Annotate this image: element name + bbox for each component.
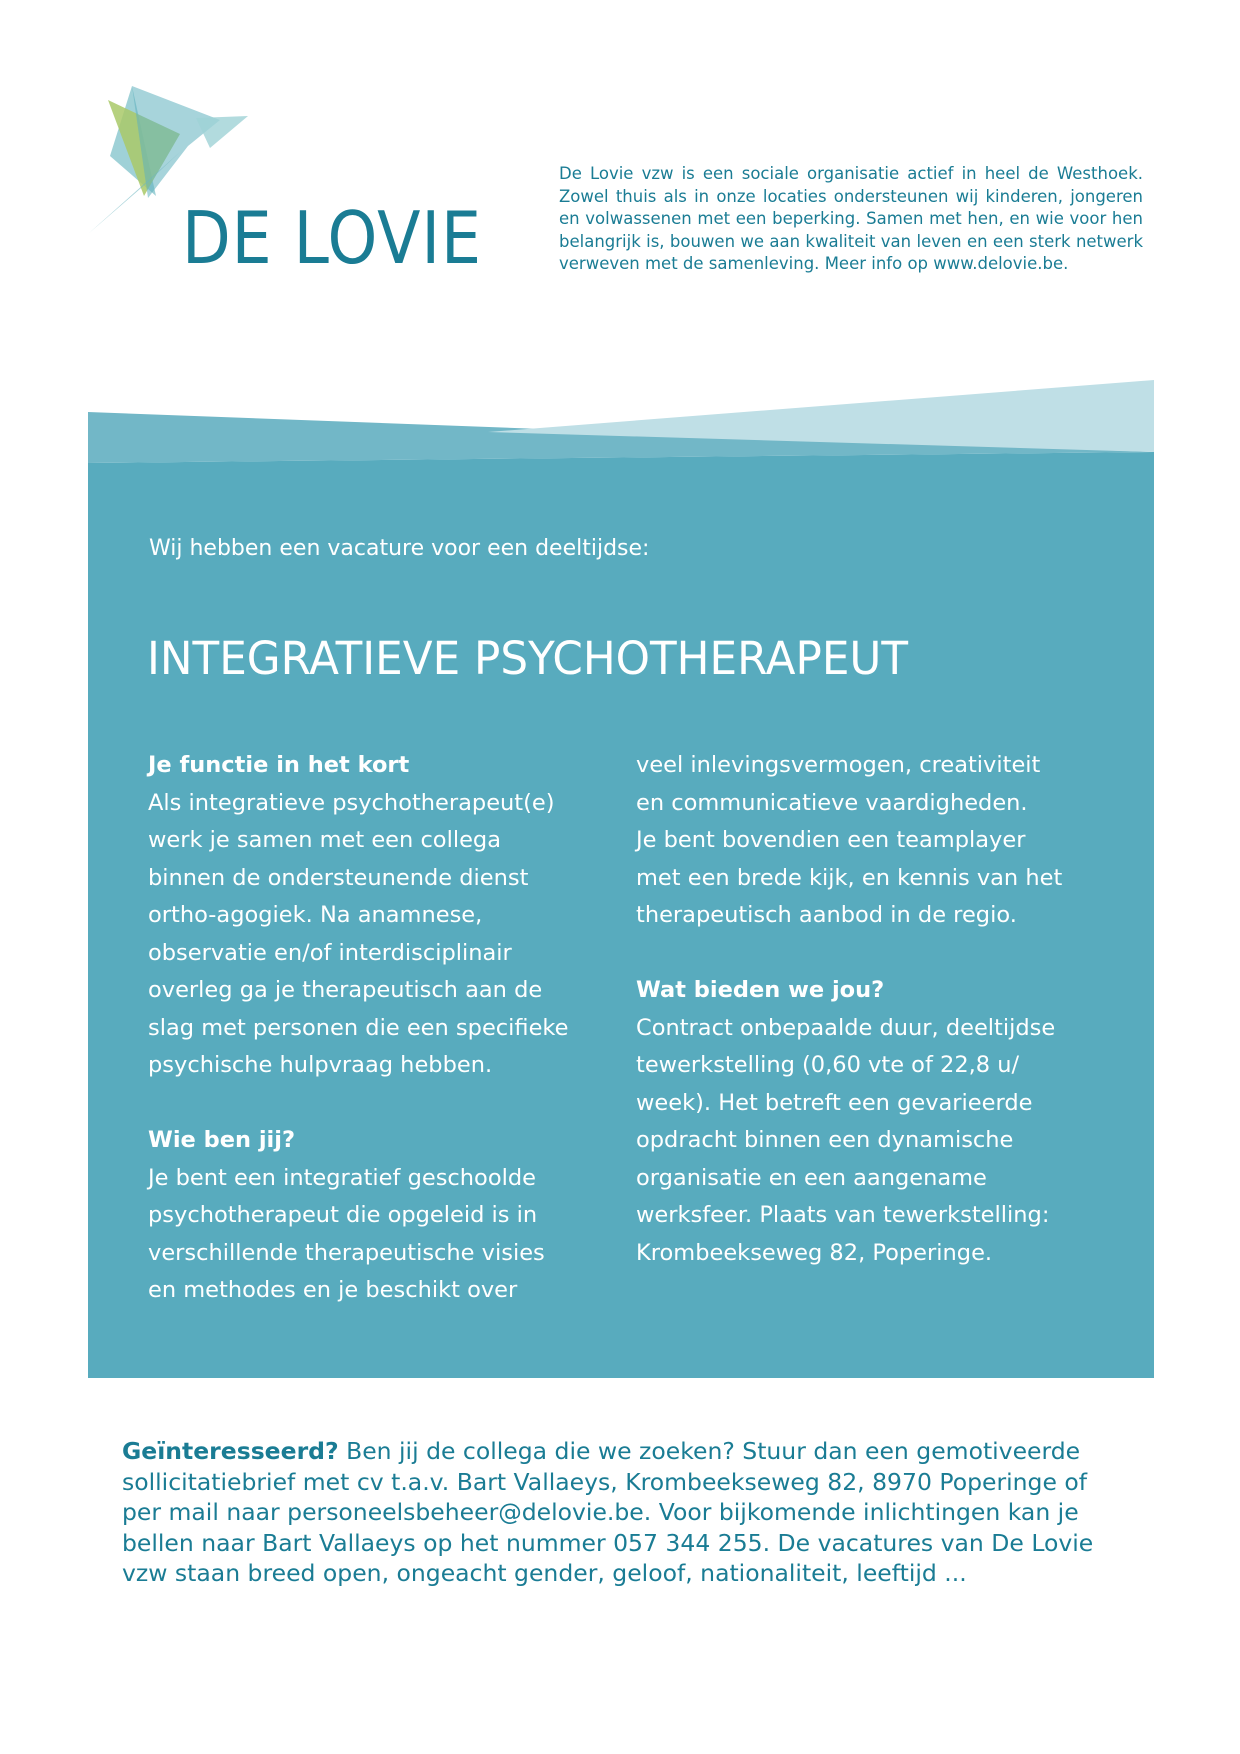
offer-line: opdracht binnen een dynamische [636,1127,1014,1153]
who-line: psychotherapeut die opgeleid is in [148,1202,538,1228]
contact-line: per mail naar personeelsbeheer@delovie.be. Voor bijkomende inlichtingen kan je [122,1498,1079,1526]
who-line: en methodes en je beschikt over [148,1277,518,1303]
right-column [636,747,1062,1272]
intro-line: Meer info op www.delovie.be. [824,254,1069,273]
contact-line: bellen naar Bart Vallaeys op het nummer 057 344 255. De vacatures van De Lovie [122,1528,1094,1557]
who-line: met een brede kijk, en kennis van het [636,864,1063,891]
function-line: overleg ga je therapeutisch aan de [148,977,543,1003]
function-line: observatie en/of interdisciplinair [148,939,512,966]
who-heading: Wie ben jij? [148,1127,296,1153]
offer-line: Contract onbepaalde duur, deeltijdse [636,1014,1056,1041]
function-line: werk je samen met een collega [148,827,501,853]
function-line: psychische hulpvraag hebben. [148,1052,493,1078]
function-line: slag met personen die een specifieke [148,1014,569,1041]
offer-line: organisatie en een aangename [636,1164,987,1191]
who-line: therapeutisch aanbod in de regio. [636,902,1017,928]
function-line: binnen de ondersteunende dienst [148,864,529,891]
logo-wordmark: DE LOVIE [182,196,482,280]
offer-line: Krombeekseweg 82, Poperinge. [636,1239,993,1266]
who-line: Je bent bovendien een teamplayer [636,827,1026,853]
function-heading: Je functie in het kort [148,752,410,778]
interested-lead: Geïnteresseerd? [122,1437,339,1465]
who-line: veel inlevingsvermogen, creativiteit [636,752,1041,778]
intro-line: kinderen, jongeren en volwassenen met een beperking. Samen [559,186,1143,228]
function-line: Als integratieve psychotherapeut(e) [148,789,555,816]
who-line: en communicatieve vaardigheden. [636,789,1028,816]
left-column [148,747,569,1310]
intro-line: Westhoek. Zowel thuis als in onze locaties ondersteunen wij [559,164,1143,206]
contact-line: vzw staan breed open, ongeacht gender, geloof, nationaliteit, leeftijd ... [122,1559,967,1587]
intro-paragraph [559,163,1143,276]
who-line: Je bent een integratief geschoolde [148,1164,536,1191]
offer-line: tewerkstelling (0,60 vte of 22,8 u/ [636,1052,1020,1078]
contact-line: sollicitatiebrief met cv t.a.v. Bart Vallaeys, Krombeekseweg 82, 8970 Poperinge of [122,1467,1088,1496]
offer-line: week). Het betreft een gevarieerde [636,1089,1033,1116]
function-line: ortho-agogiek. Na anamnese, [148,902,483,928]
vacancy-tagline: Wij hebben een vacature voor een deeltijdse: [149,536,650,561]
offer-line: werksfeer. Plaats van tewerkstelling: [636,1202,1050,1228]
who-line: verschillende therapeutische visies [148,1239,545,1266]
contact-paragraph [122,1436,1122,1589]
intro-line: De Lovie vzw is een sociale organisatie actief in heel de [559,164,1049,183]
offer-heading: Wat bieden we jou? [636,977,885,1003]
contact-line: Ben jij de collega die we zoeken? Stuur dan een gemotiveerde [338,1437,1081,1465]
job-title: INTEGRATIEVE PSYCHOTHERAPEUT [147,632,909,685]
intro-line: met hen, en wie voor hen belangrijk is, bouwen we aan kwaliteit [559,209,1143,251]
intro-line: van leven en een sterk netwerk verweven met de samenleving. [559,231,1144,273]
